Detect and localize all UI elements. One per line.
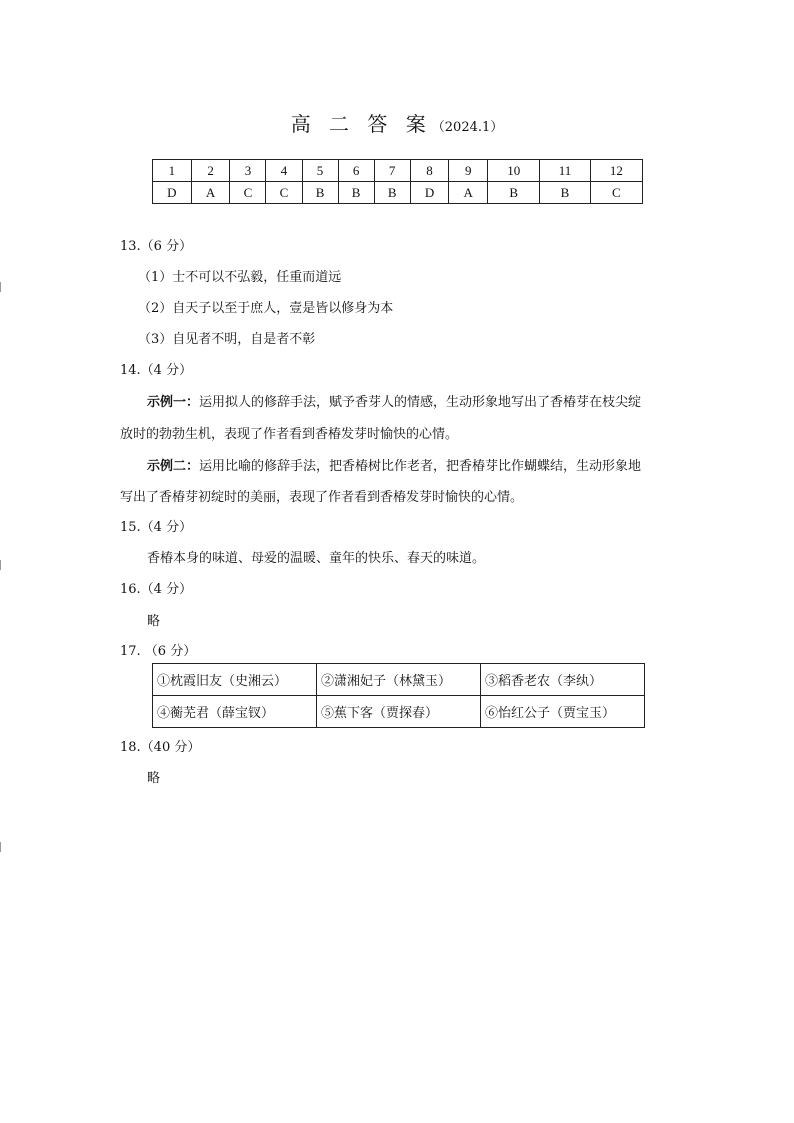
example-1-text: 运用拟人的修辞手法，赋予香芽人的情感，生动形象地写出了香椿芽在枝尖绽 — [199, 395, 642, 410]
q-number: 8 — [410, 160, 449, 182]
table-cell: ①枕霞旧友（史湘云） — [153, 664, 317, 696]
q18-heading: 18.（40 分） — [120, 740, 201, 755]
table-row — [153, 664, 645, 696]
table-cell: ⑥怡红公子（贾宝玉） — [481, 696, 645, 728]
q-number: 1 — [153, 160, 192, 182]
margin-mark — [0, 282, 4, 292]
margin-mark — [0, 842, 4, 852]
q14-example-1-line-1 — [147, 391, 641, 410]
q14-example-2-line-2: 写出了香椿芽初绽时的美丽，表现了作者看到香椿发芽时愉快的心情。 — [120, 490, 524, 505]
q-number: 5 — [302, 160, 338, 182]
answer-cell: A — [191, 182, 230, 204]
q14-heading: 14.（4 分） — [120, 363, 193, 378]
answer-cell: B — [488, 182, 540, 204]
answer-row — [153, 182, 643, 204]
answer-cell: B — [374, 182, 410, 204]
q13-item-1: （1）士不可以不弘毅，任重而道远 — [138, 270, 342, 285]
q13-item-3: （3）自见者不明，自是者不彰 — [138, 332, 316, 347]
table-cell: ②潇湘妃子（林黛玉） — [317, 664, 481, 696]
q13-item-2: （2）自天子以至于庶人，壹是皆以修身为本 — [138, 301, 394, 316]
answer-cell: B — [338, 182, 374, 204]
table-row — [153, 696, 645, 728]
title-date: （2024.1） — [431, 120, 504, 135]
q15-heading: 15.（4 分） — [120, 520, 193, 535]
title-text: 高 二 答 案 — [290, 112, 432, 136]
q-number: 11 — [540, 160, 590, 182]
example-2-text: 运用比喻的修辞手法，把香椿树比作老者，把香椿芽比作蝴蝶结，生动形象地 — [199, 459, 642, 474]
q15-answer: 香椿本身的味道、母爱的温暖、童年的快乐、春天的味道。 — [147, 551, 486, 566]
answer-cell: A — [449, 182, 488, 204]
answer-cell: C — [590, 182, 642, 204]
q-number: 7 — [374, 160, 410, 182]
q-number: 12 — [590, 160, 642, 182]
example-2-label: 示例二： — [147, 459, 200, 474]
answer-cell: C — [266, 182, 302, 204]
table-cell: ④蘅芜君（薛宝钗） — [153, 696, 317, 728]
q-number: 10 — [488, 160, 540, 182]
q-number: 6 — [338, 160, 374, 182]
q17-heading: 17. （6 分） — [120, 644, 197, 659]
q14-example-1-line-2: 放时的勃勃生机，表现了作者看到香椿发芽时愉快的心情。 — [120, 427, 459, 442]
q13-heading: 13.（6 分） — [120, 239, 193, 254]
example-1-label: 示例一： — [147, 395, 200, 410]
q-number: 2 — [191, 160, 230, 182]
q-number: 4 — [266, 160, 302, 182]
q18-answer: 略 — [147, 771, 161, 786]
margin-mark — [0, 560, 4, 570]
q17-answer-table — [152, 663, 645, 728]
q14-example-2-line-1 — [147, 455, 641, 474]
answer-cell: D — [410, 182, 449, 204]
multiple-choice-table — [152, 159, 643, 204]
answer-cell: B — [302, 182, 338, 204]
q-number: 9 — [449, 160, 488, 182]
q-number: 3 — [230, 160, 266, 182]
table-cell: ⑤蕉下客（贾探春） — [317, 696, 481, 728]
q16-answer: 略 — [147, 614, 161, 629]
question-number-row — [153, 160, 643, 182]
answer-cell: B — [540, 182, 590, 204]
answer-cell: C — [230, 182, 266, 204]
table-cell: ③稻香老农（李纨） — [481, 664, 645, 696]
q16-heading: 16.（4 分） — [120, 582, 193, 597]
page-title — [0, 108, 794, 137]
answer-cell: D — [153, 182, 192, 204]
